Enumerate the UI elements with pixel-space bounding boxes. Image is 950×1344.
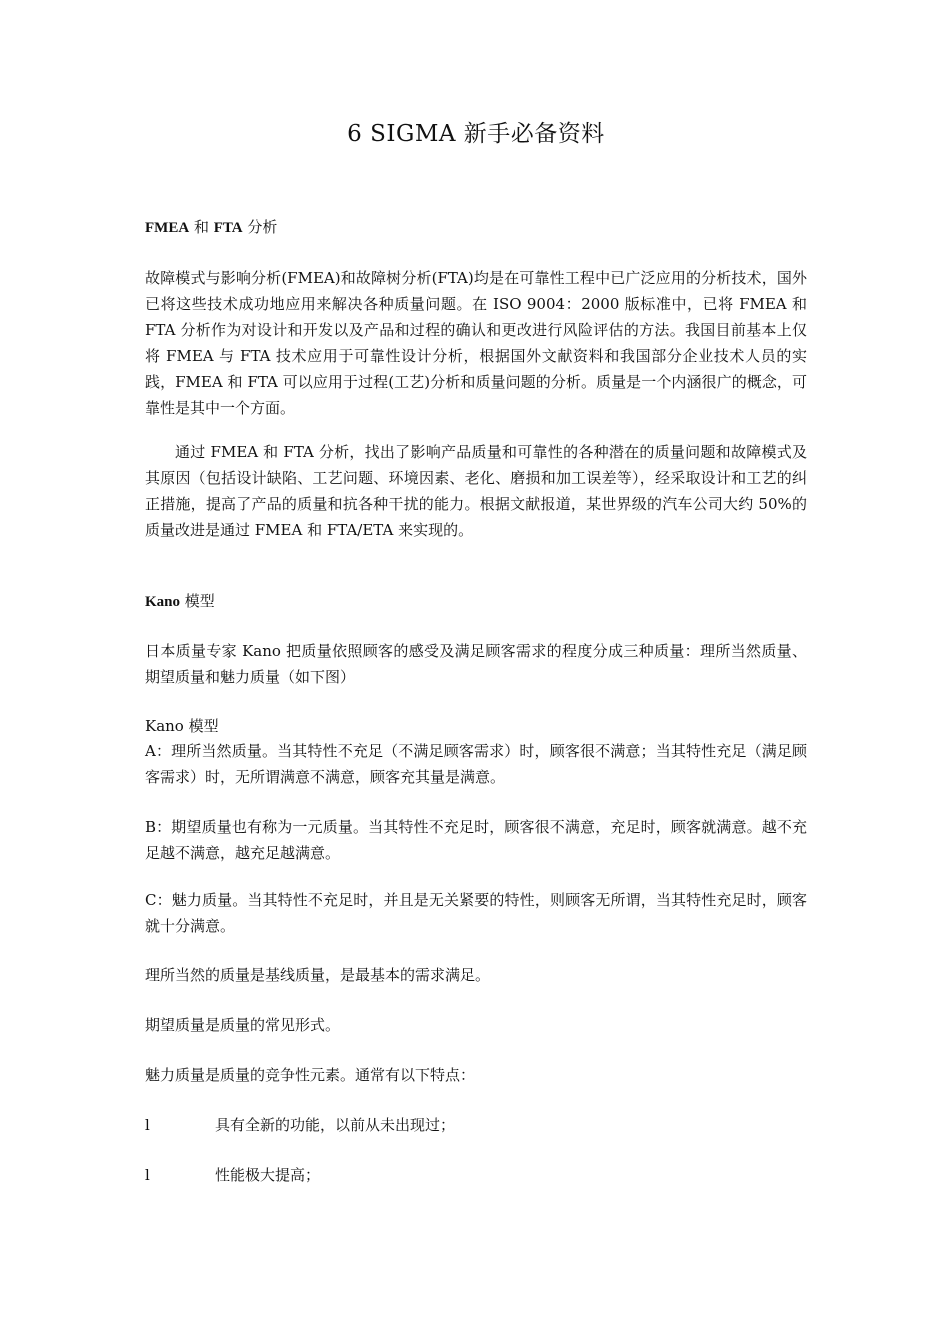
kano-item-c: C：魅力质量。当其特性不充足时，并且是无关紧要的特性，则顾客无所谓，当其特性充足时，顾客就十分满意。 (145, 891, 807, 935)
bullet-item (145, 1112, 807, 1138)
bullet-marker: l (145, 1166, 150, 1184)
heading-and-text: 和 (189, 218, 214, 236)
kano-item-a: A：理所当然质量。当其特性不充足（不满足顾客需求）时，顾客很不满意；当其特性充足（满足顾客需求）时，无所谓满意不满意，顾客充其量是满意。 (145, 742, 807, 786)
heading-bold-kano: Kano (145, 594, 181, 610)
kano-item-b: B：期望质量也有称为一元质量。当其特性不充足时，顾客很不满意，充足时，顾客就满意。越不充足越不满意，越充足越满意。 (145, 818, 807, 862)
page-title: 6 SIGMA 新手必备资料 (347, 121, 605, 147)
bullet-marker: l (145, 1116, 150, 1134)
section-heading-fmea-fta (145, 214, 277, 241)
heading-model-text: 模型 (180, 592, 215, 610)
kano-attractive-line: 魅力质量是质量的竞争性元素。通常有以下特点： (145, 1066, 476, 1084)
bullet-text: 性能极大提高； (215, 1166, 321, 1184)
kano-subheading: Kano 模型 (145, 717, 219, 735)
kano-expected-line: 期望质量是质量的常见形式。 (145, 1016, 341, 1034)
fmea-paragraph-2: 通过 FMEA 和 FTA 分析，找出了影响产品质量和可靠性的各种潜在的质量问题和故障模式及其原因（包括设计缺陷、工艺问题、环境因素、老化、磨损和加工误差等），经采取设计和工艺的纠正措施，提高了产品的质量和抗各种干扰的能力。根据文献报道，某世界级的汽车公司大约 50%的质量改进是通过 FMEA 和 FTA/ETA 来实现的。 (145, 443, 807, 539)
section-heading-kano (145, 588, 215, 615)
heading-analysis-text: 分析 (242, 218, 278, 236)
kano-intro-paragraph: 日本质量专家 Kano 把质量依照顾客的感受及满足顾客需求的程度分成三种质量：理所当然质量、期望质量和魅力质量（如下图） (145, 642, 807, 686)
fmea-paragraph-1: 故障模式与影响分析(FMEA)和故障树分析(FTA)均是在可靠性工程中已广泛应用的分析技术，国外已将这些技术成功地应用来解决各种质量问题。在 ISO 9004：2000 版标准中，已将 FMEA 和 FTA 分析作为对设计和开发以及产品和过程的确认和更改进行风险评估的方法。我国目前基本上仅将 FMEA 与 FTA 技术应用于可靠性设计分析，根据国外文献资料和我国部分企业技术人员的实践，FMEA 和 FTA 可以应用于过程(工艺)分析和质量问题的分析。质量是一个内涵很广的概念，可靠性是其中一个方面。 (145, 269, 807, 417)
heading-bold-fmea: FMEA (145, 220, 190, 236)
kano-baseline-line: 理所当然的质量是基线质量，是最基本的需求满足。 (145, 966, 491, 984)
bullet-item (145, 1162, 807, 1188)
bullet-text: 具有全新的功能，以前从未出现过； (215, 1116, 456, 1134)
heading-bold-fta: FTA (213, 220, 243, 236)
